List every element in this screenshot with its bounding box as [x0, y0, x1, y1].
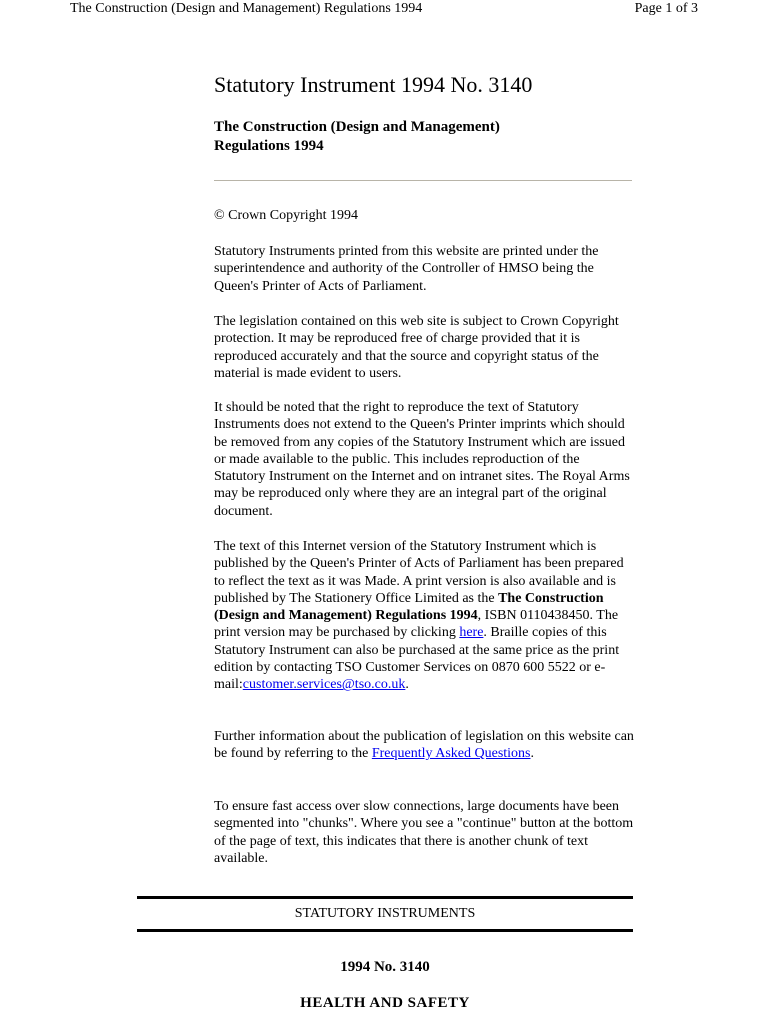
print-version-text-2: , ISBN 0110438450. The print version may be purchased by clicking: [214, 608, 619, 641]
further-info-text-1: Further information about the publication of legislation on this website can be found by referring to the: [214, 729, 634, 762]
print-version-text-4: .: [405, 677, 409, 693]
print-version-text-3: . Braille copies of this Statutory Instrument can also be purchased at the same price as the print edition by contacting TSO Customer Services on 0870 600 5522 or e-mail:: [214, 625, 620, 693]
further-info-text-2: .: [530, 746, 534, 762]
banner-rule-bottom: [137, 929, 633, 932]
paragraph-reproduction: It should be noted that the right to reproduce the text of Statutory Instruments does not extend to the Queen's Printer imprints which should be removed from any copies of the Statutory Instrument which are issued or made available to the public. This includes reproduction of the Statutory Instrument on the Internet and on intranet sites. The Royal Arms may be reproduced only where they are an integral part of the original document.: [214, 400, 630, 519]
paragraph-further-info: [214, 728, 634, 763]
regulation-title-line2: Regulations 1994: [214, 138, 324, 154]
paragraph-printing: Statutory Instruments printed from this website are printed under the superintendence and authority of the Controller of HMSO being the Queen's Printer of Acts of Parliament.: [214, 244, 599, 294]
print-version-title: The Construction (Design and Management) Regulations 1994: [214, 590, 604, 624]
banner-rule-top: [137, 896, 633, 899]
si-number: 1994 No. 3140: [340, 959, 430, 975]
regulation-title-line1: The Construction (Design and Management): [214, 119, 500, 135]
running-header-title: The Construction (Design and Management) Regulations 1994: [70, 1, 423, 16]
paragraph-copyright-protection: The legislation contained on this web site is subject to Crown Copyright protection. It may be reproduced free of charge provided that it is reproduced accurately and that the source and copyright status of the material is made evident to users.: [214, 314, 619, 381]
paragraph-chunks: To ensure fast access over slow connections, large documents have been segmented into "chunks". Where you see a "continue" button at the bottom of the page of text, this indicates that there is another chunk of text available.: [214, 799, 634, 866]
customer-services-email-link[interactable]: customer.services@tso.co.uk: [242, 677, 406, 693]
divider: [214, 180, 632, 181]
copyright-notice: © Crown Copyright 1994: [214, 208, 359, 223]
page-title: Statutory Instrument 1994 No. 3140: [214, 72, 533, 97]
regulation-title: [214, 118, 634, 156]
print-version-text-1: The text of this Internet version of the Statutory Instrument which is published by the Queen's Printer of Acts of Parliament has been prepared to reflect the text as it was Made. A print version is also available and is published by The Stationery Office Limited as the: [214, 539, 624, 606]
paragraph-print-version: [214, 538, 634, 694]
banner-label: STATUTORY INSTRUMENTS: [294, 906, 476, 921]
purchase-here-link[interactable]: here: [459, 625, 484, 641]
subject-heading: HEALTH AND SAFETY: [300, 995, 470, 1011]
page-number: Page 1 of 3: [634, 1, 698, 16]
faq-link[interactable]: Frequently Asked Questions: [371, 746, 531, 762]
